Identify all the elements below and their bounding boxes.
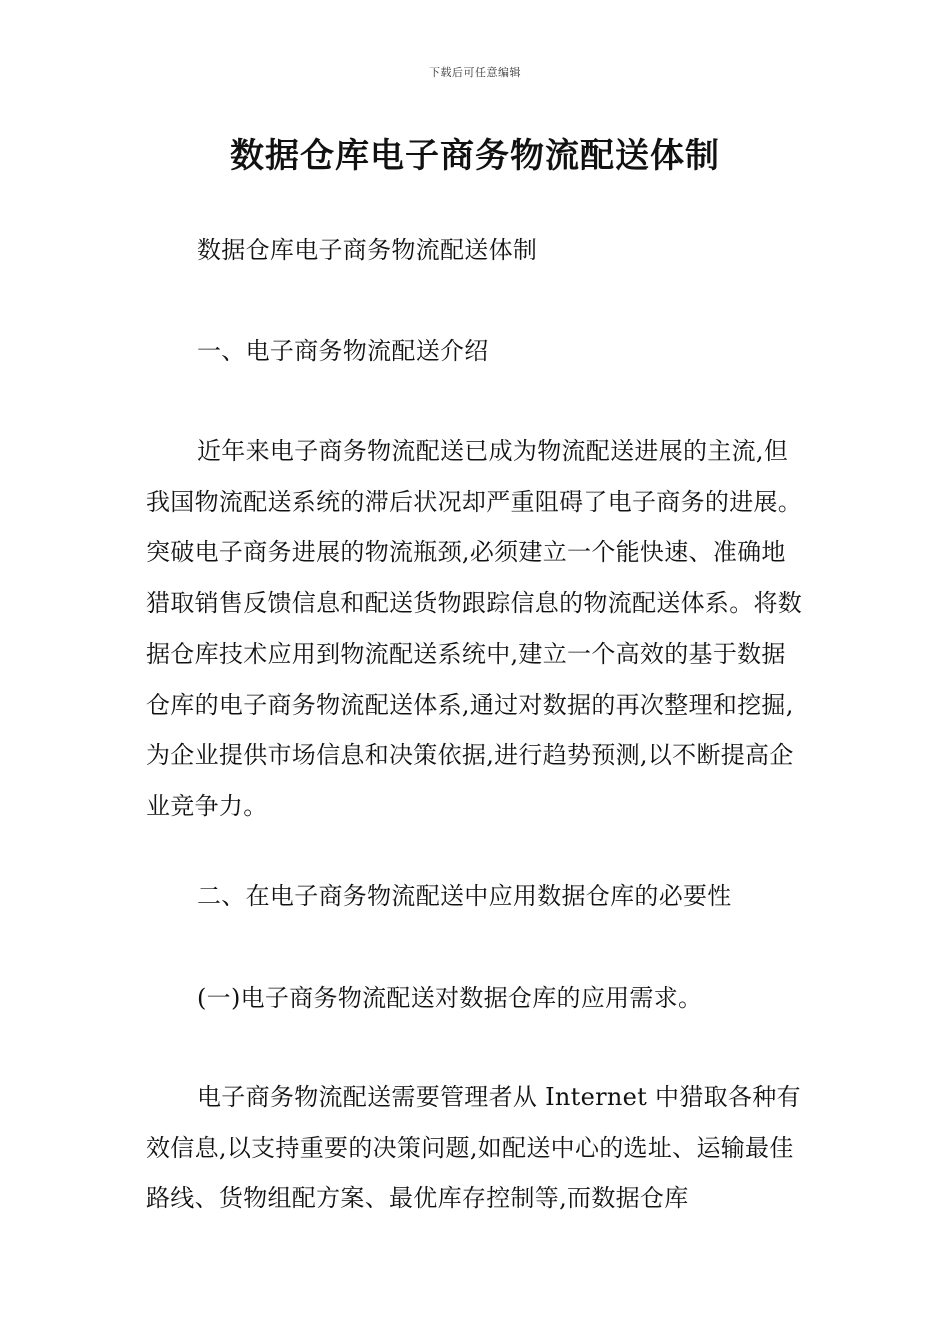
header-note: 下载后可任意编辑 xyxy=(429,66,521,79)
section1-paragraph: 近年来电子商务物流配送已成为物流配送进展的主流,但我国物流配送系统的滞后状况却严重阻碍了电子商务的进展。突破电子商务进展的物流瓶颈,必须建立一个能快速、准确地猎取销售反馈信息和配送货物跟踪信息的物流配送体系。将数据仓库技术应用到物流配送系统中,建立一个高效的基于数据仓库的电子商务物流配送体系,通过对数据的再次整理和挖掘,为企业提供市场信息和决策依据,进行趋势预测,以不断提高企业竞争力。 xyxy=(146,437,803,820)
document-title: 数据仓库电子商务物流配送体制 xyxy=(230,136,720,176)
subsection1-paragraph: 电子商务物流配送需要管理者从 Internet 中猎取各种有效信息,以支持重要的决策问题,如配送中心的选址、运输最佳路线、货物组配方案、最优库存控制等,而数据仓库 xyxy=(146,1083,801,1213)
section-heading-2: 二、在电子商务物流配送中应用数据仓库的必要性 xyxy=(197,882,732,910)
subsection-heading-1: (一)电子商务物流配送对数据仓库的应用需求。 xyxy=(197,984,703,1012)
subtitle-paragraph: 数据仓库电子商务物流配送体制 xyxy=(197,236,538,264)
section-heading-1: 一、电子商务物流配送介绍 xyxy=(197,337,489,365)
